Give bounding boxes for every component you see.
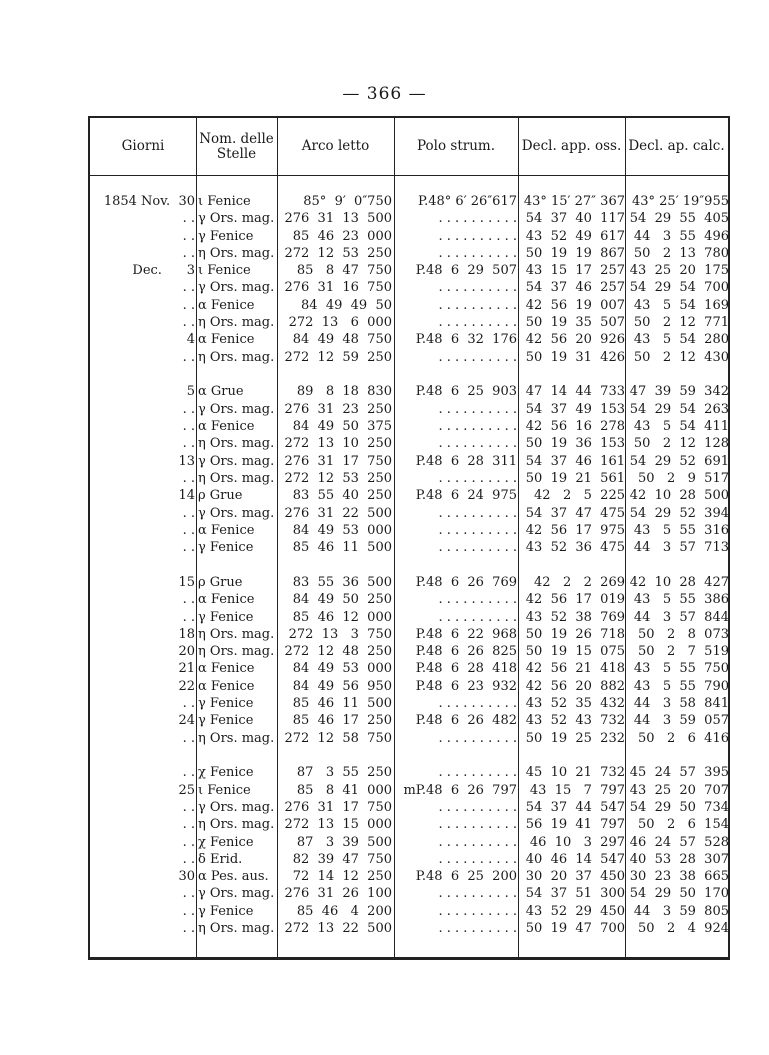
decl-oss-cell: 43 15 17 257 [525,263,625,279]
day-cell: . . [182,921,195,937]
decl-calc-cell: 54 29 55 405 [629,211,729,227]
decl-oss-cell: 42 56 17 975 [525,522,625,538]
polo-strum-cell: . . . . . . . . . . [438,609,517,625]
table-row [90,487,728,504]
decl-calc-cell: 44 3 59 805 [633,903,729,919]
table-row [90,851,728,868]
decl-calc-cell: 42 10 28 500 [629,488,729,504]
decl-oss-cell: 42 2 2 269 [534,574,625,590]
decl-calc-cell: 50 2 4 924 [638,921,729,937]
decl-oss-cell: 43 52 35 432 [525,696,625,712]
star-name-cell: η Ors. mag. [198,436,275,452]
row-group [90,193,728,366]
table-row [90,591,728,608]
decl-calc-cell: 40 53 28 307 [629,851,729,867]
decl-oss-cell: 50 19 25 232 [525,730,625,746]
table-row [90,314,728,331]
star-name-cell: η Ors. mag. [198,245,275,261]
decl-calc-cell: 54 29 50 170 [629,886,729,902]
decl-oss-cell: 43 52 29 450 [525,903,625,919]
polo-strum-cell: . . . . . . . . . . [438,211,517,227]
polo-strum-cell: . . . . . . . . . . [438,315,517,331]
star-name-cell: γ Ors. mag. [198,886,275,902]
star-name-cell: α Fenice [198,522,255,538]
table-row [90,505,728,522]
row-group [90,764,728,937]
day-cell: . . [182,886,195,902]
arco-letto-cell: 84 49 56 950 [292,678,392,694]
polo-strum-cell: . . . . . . . . . . [438,505,517,521]
day-cell: . . [182,436,195,452]
arco-letto-cell: 84 49 50 375 [292,419,392,435]
header-nome-stelle: Nom. delle Stelle [199,130,274,162]
polo-strum-cell: . . . . . . . . . . [438,349,517,365]
polo-strum-cell: . . . . . . . . . . [438,419,517,435]
table-row [90,435,728,452]
table-row [90,228,728,245]
header-arco-letto: Arco letto [301,138,370,154]
star-name-cell: ρ Grue [198,574,243,590]
arco-letto-cell: 85 46 12 000 [292,609,392,625]
table-row [90,210,728,227]
decl-calc-cell: 54 29 54 700 [629,280,729,296]
polo-strum-cell: . . . . . . . . . . [438,800,517,815]
polo-strum-cell: . . . . . . . . . . [438,851,517,867]
arco-letto-cell: 84 49 50 250 [292,592,392,608]
polo-strum-cell: . . . . . . . . . . [438,817,517,833]
decl-calc-cell: 50 2 12 430 [633,349,729,365]
decl-calc-cell: 44 3 57 844 [633,609,729,625]
day-cell: . . [182,765,195,781]
polo-strum-cell: P.48 6 22 968 [415,626,517,642]
day-cell: . . [182,592,195,608]
decl-calc-cell: 50 2 12 771 [633,315,729,331]
decl-oss-cell: 46 10 3 297 [529,834,625,850]
decl-oss-cell: 50 19 15 075 [525,644,625,660]
arco-letto-cell: 272 12 58 750 [284,730,392,746]
decl-calc-cell: 50 2 7 519 [638,644,729,660]
star-name-cell: χ Fenice [198,834,254,850]
decl-oss-cell: 50 19 47 700 [525,921,625,937]
polo-strum-cell: P.48 6 26 825 [415,644,517,660]
table-row [90,574,728,591]
day-cell: 21 [178,661,195,677]
polo-strum-cell: . . . . . . . . . . [438,540,517,556]
decl-calc-cell: 50 2 8 073 [638,626,729,642]
header-divider [90,175,728,176]
header-decl-calc: Decl. ap. calc. [628,138,725,154]
day-cell: . . [182,349,195,365]
decl-calc-cell: 44 3 59 057 [633,713,729,729]
day-cell: . . [182,817,195,833]
decl-calc-cell: 54 29 52 691 [629,453,729,469]
decl-oss-cell: 42 56 17 019 [525,592,625,608]
day-cell: . . [182,522,195,538]
decl-oss-cell: 50 19 31 426 [525,349,625,365]
star-name-cell: α Pes. aus. [198,869,269,885]
day-cell: . . [182,834,195,850]
day-cell: . . [182,903,195,919]
table-row [90,279,728,296]
arco-letto-cell: 72 14 12 250 [292,869,392,885]
decl-calc-cell: 54 29 54 263 [629,401,729,417]
table-row [90,816,728,833]
arco-letto-cell: 272 12 53 250 [284,470,392,486]
decl-oss-cell: 40 46 14 547 [525,851,625,867]
decl-calc-cell: 43 5 54 280 [633,332,729,348]
decl-oss-cell: 50 19 36 153 [525,436,625,452]
star-name-cell: η Ors. mag. [198,817,275,833]
star-name-cell: α Fenice [198,661,255,677]
decl-oss-cell: 42 56 20 882 [525,678,625,694]
row-group [90,383,728,556]
star-name-cell: γ Ors. mag. [198,453,275,469]
decl-calc-cell: 43° 25′ 19″955 [631,194,729,209]
polo-strum-cell: . . . . . . . . . . [438,921,517,937]
day-cell: . . [182,851,195,867]
polo-strum-cell: . . . . . . . . . . [438,696,517,712]
star-name-cell: η Ors. mag. [198,315,275,331]
polo-strum-cell: . . . . . . . . . . [438,401,517,417]
table-row [90,678,728,695]
row-group [90,574,728,747]
decl-calc-cell: 42 10 28 427 [629,574,729,590]
decl-oss-cell: 54 37 46 161 [525,453,625,469]
arco-letto-cell: 276 31 23 250 [284,401,392,417]
decl-calc-cell: 44 3 55 496 [633,228,729,244]
arco-letto-cell: 84 49 49 50 [301,297,392,313]
decl-oss-cell: 54 37 46 257 [525,280,625,296]
decl-oss-cell: 43 15 7 797 [529,782,625,798]
polo-strum-cell: P.48 6 32 176 [415,332,517,348]
arco-letto-cell: 87 3 55 250 [296,765,392,781]
decl-calc-cell: 43 5 54 169 [633,297,729,313]
day-cell: . . [182,470,195,486]
decl-oss-cell: 54 37 40 117 [525,211,625,227]
day-cell: 1854 Nov. 30 [103,194,195,209]
page-number: — 366 — [342,84,427,104]
table-row [90,885,728,902]
table-row [90,470,728,487]
table-row [90,609,728,626]
decl-oss-cell: 43° 15′ 27″ 367 [523,194,625,209]
star-name-cell: η Ors. mag. [198,349,275,365]
star-name-cell: η Ors. mag. [198,730,275,746]
arco-letto-cell: 272 12 53 250 [284,245,392,261]
arco-letto-cell: 272 13 3 750 [288,626,392,642]
day-cell: . . [182,419,195,435]
decl-oss-cell: 47 14 44 733 [525,384,625,400]
day-cell: . . [182,228,195,244]
day-cell: 13 [178,453,195,469]
decl-oss-cell: 42 56 16 278 [525,419,625,435]
star-name-cell: α Fenice [198,332,255,348]
star-name-cell: α Fenice [198,678,255,694]
arco-letto-cell: 276 31 17 750 [284,453,392,469]
polo-strum-cell: P.48 6 29 507 [415,263,517,279]
decl-calc-cell: 46 24 57 528 [629,834,729,850]
day-cell: 22 [178,678,195,694]
day-cell: . . [182,609,195,625]
decl-oss-cell: 56 19 41 797 [525,817,625,833]
day-cell: 5 [186,384,195,400]
header-polo-strum: Polo strum. [417,138,495,154]
decl-calc-cell: 45 24 57 395 [629,765,729,781]
star-name-cell: α Fenice [198,592,255,608]
table-row [90,539,728,556]
decl-calc-cell: 43 5 55 316 [633,522,729,538]
arco-letto-cell: 276 31 22 500 [284,505,392,521]
table-row [90,782,728,799]
arco-letto-cell: 272 13 10 250 [284,436,392,452]
table-row [90,712,728,729]
star-name-cell: δ Erid. [198,851,243,867]
polo-strum-cell: . . . . . . . . . . [438,834,517,850]
day-cell: . . [182,315,195,331]
arco-letto-cell: 85 8 41 000 [296,782,392,798]
star-name-cell: γ Ors. mag. [198,280,275,296]
polo-strum-cell: P.48 6 23 932 [415,678,517,694]
star-name-cell: η Ors. mag. [198,626,275,642]
arco-letto-cell: 85° 9′ 0″750 [303,194,392,209]
table-row [90,245,728,262]
arco-letto-cell: 85 46 4 200 [296,903,392,919]
polo-strum-cell: . . . . . . . . . . [438,245,517,261]
decl-oss-cell: 54 37 49 153 [525,401,625,417]
star-name-cell: α Grue [198,384,244,400]
decl-oss-cell: 54 37 47 475 [525,505,625,521]
polo-strum-cell: P.48 6 26 769 [415,574,517,590]
polo-strum-cell: P.48 6 24 975 [415,488,517,504]
decl-calc-cell: 44 3 58 841 [633,696,729,712]
decl-calc-cell: 43 25 20 707 [629,782,729,798]
arco-letto-cell: 85 46 23 000 [292,228,392,244]
polo-strum-cell: . . . . . . . . . . [438,228,517,244]
star-name-cell: γ Fenice [198,903,254,919]
polo-strum-cell: P.48° 6′ 26″617 [418,194,517,209]
star-name-cell: χ Fenice [198,765,254,781]
day-cell: . . [182,280,195,296]
arco-letto-cell: 272 13 22 500 [284,921,392,937]
day-cell: . . [182,505,195,521]
polo-strum-cell: . . . . . . . . . . [438,886,517,902]
polo-strum-cell: P.48 6 28 418 [415,661,517,677]
arco-letto-cell: 83 55 36 500 [292,574,392,590]
decl-oss-cell: 43 52 43 732 [525,713,625,729]
decl-oss-cell: 45 10 21 732 [525,765,625,781]
day-cell: . . [182,540,195,556]
polo-strum-cell: . . . . . . . . . . [438,436,517,452]
decl-oss-cell: 42 2 5 225 [534,488,625,504]
decl-calc-cell: 43 5 55 790 [633,678,729,694]
decl-oss-cell: 54 37 51 300 [525,886,625,902]
star-name-cell: ι Fenice [198,194,251,209]
decl-oss-cell: 43 52 49 617 [525,228,625,244]
decl-oss-cell: 50 19 19 867 [525,245,625,261]
star-name-cell: γ Ors. mag. [198,211,275,227]
arco-letto-cell: 272 12 48 250 [284,644,392,660]
polo-strum-cell: mP.48 6 26 797 [403,782,517,798]
table-row [90,383,728,400]
arco-letto-cell: 272 12 59 250 [284,349,392,365]
star-name-cell: η Ors. mag. [198,921,275,937]
decl-calc-cell: 50 2 6 416 [638,730,729,746]
star-name-cell: γ Fenice [198,696,254,712]
arco-letto-cell: 84 49 48 750 [292,332,392,348]
star-name-cell: η Ors. mag. [198,644,275,660]
table-row [90,799,728,816]
day-cell: 4 [186,332,195,348]
arco-letto-cell: 272 13 15 000 [284,817,392,833]
polo-strum-cell: . . . . . . . . . . [438,903,517,919]
table-row [90,418,728,435]
star-name-cell: γ Ors. mag. [198,800,275,815]
table-row [90,730,728,747]
arco-letto-cell: 276 31 13 500 [284,211,392,227]
header-giorni: Giorni [121,138,165,154]
day-cell: 24 [178,713,195,729]
table-row [90,262,728,279]
star-name-cell: α Fenice [198,419,255,435]
polo-strum-cell: . . . . . . . . . . [438,280,517,296]
polo-strum-cell: P.48 6 25 903 [415,384,517,400]
decl-calc-cell: 50 2 9 517 [638,470,729,486]
day-cell: . . [182,730,195,746]
star-name-cell: γ Fenice [198,540,254,556]
star-name-cell: η Ors. mag. [198,470,275,486]
arco-letto-cell: 276 31 16 750 [284,280,392,296]
arco-letto-cell: 85 46 11 500 [292,540,392,556]
table-row [90,522,728,539]
header-decl-oss: Decl. app. oss. [521,138,622,154]
day-cell: 15 [178,574,195,590]
decl-oss-cell: 54 37 44 547 [525,800,625,815]
table-body [90,193,728,955]
table-row [90,920,728,937]
decl-calc-cell: 30 23 38 665 [629,869,729,885]
decl-calc-cell: 54 29 52 394 [629,505,729,521]
star-name-cell: ρ Grue [198,488,243,504]
polo-strum-cell: . . . . . . . . . . [438,730,517,746]
star-name-cell: ι Fenice [198,782,251,798]
decl-oss-cell: 50 19 26 718 [525,626,625,642]
decl-oss-cell: 42 56 20 926 [525,332,625,348]
star-name-cell: ι Fenice [198,263,251,279]
table-row [90,331,728,348]
arco-letto-cell: 272 13 6 000 [288,315,392,331]
day-cell: 14 [178,488,195,504]
day-cell: . . [182,297,195,313]
arco-letto-cell: 83 55 40 250 [292,488,392,504]
polo-strum-cell: P.48 6 25 200 [415,869,517,885]
table-row [90,868,728,885]
arco-letto-cell: 84 49 53 000 [292,661,392,677]
decl-calc-cell: 47 39 59 342 [629,384,729,400]
table-row [90,453,728,470]
arco-letto-cell: 87 3 39 500 [296,834,392,850]
decl-calc-cell: 50 2 12 128 [633,436,729,452]
polo-strum-cell: . . . . . . . . . . [438,592,517,608]
arco-letto-cell: 89 8 18 830 [296,384,392,400]
decl-calc-cell: 50 2 13 780 [633,245,729,261]
arco-letto-cell: 85 8 47 750 [296,263,392,279]
decl-calc-cell: 43 25 20 175 [629,263,729,279]
star-name-cell: γ Ors. mag. [198,505,275,521]
polo-strum-cell: P.48 6 26 482 [415,713,517,729]
day-cell: . . [182,401,195,417]
polo-strum-cell: . . . . . . . . . . [438,297,517,313]
decl-calc-cell: 43 5 54 411 [633,419,729,435]
day-cell: 18 [178,626,195,642]
table-row [90,660,728,677]
decl-oss-cell: 43 52 36 475 [525,540,625,556]
day-cell: . . [182,696,195,712]
arco-letto-cell: 276 31 26 100 [284,886,392,902]
polo-strum-cell: . . . . . . . . . . [438,765,517,781]
arco-letto-cell: 82 39 47 750 [292,851,392,867]
star-name-cell: γ Ors. mag. [198,401,275,417]
day-cell: 25 [178,782,195,798]
decl-calc-cell: 43 5 55 386 [633,592,729,608]
decl-calc-cell: 50 2 6 154 [638,817,729,833]
table-row [90,903,728,920]
arco-letto-cell: 85 46 17 250 [292,713,392,729]
polo-strum-cell: . . . . . . . . . . [438,470,517,486]
table-row [90,834,728,851]
day-cell: . . [182,245,195,261]
decl-calc-cell: 43 5 55 750 [633,661,729,677]
table-row [90,643,728,660]
table-row [90,695,728,712]
day-cell: 20 [178,644,195,660]
decl-oss-cell: 30 20 37 450 [525,869,625,885]
decl-oss-cell: 42 56 19 007 [525,297,625,313]
star-name-cell: γ Fenice [198,609,254,625]
star-name-cell: α Fenice [198,297,255,313]
decl-oss-cell: 50 19 35 507 [525,315,625,331]
star-name-cell: γ Fenice [198,228,254,244]
day-cell: Dec. 3 [132,263,195,279]
table-row [90,297,728,314]
arco-letto-cell: 276 31 17 750 [284,800,392,815]
decl-oss-cell: 43 52 38 769 [525,609,625,625]
decl-calc-cell: 54 29 50 734 [629,800,729,815]
table-row [90,401,728,418]
table-row [90,349,728,366]
table-row [90,626,728,643]
polo-strum-cell: . . . . . . . . . . [438,522,517,538]
observation-table [88,116,730,960]
day-cell: . . [182,800,195,815]
star-name-cell: γ Fenice [198,713,254,729]
day-cell: . . [182,211,195,227]
table-row [90,193,728,210]
day-cell: 30 [178,869,195,885]
decl-oss-cell: 42 56 21 418 [525,661,625,677]
polo-strum-cell: P.48 6 28 311 [415,453,517,469]
arco-letto-cell: 84 49 53 000 [292,522,392,538]
decl-calc-cell: 44 3 57 713 [633,540,729,556]
arco-letto-cell: 85 46 11 500 [292,696,392,712]
table-row [90,764,728,781]
decl-oss-cell: 50 19 21 561 [525,470,625,486]
